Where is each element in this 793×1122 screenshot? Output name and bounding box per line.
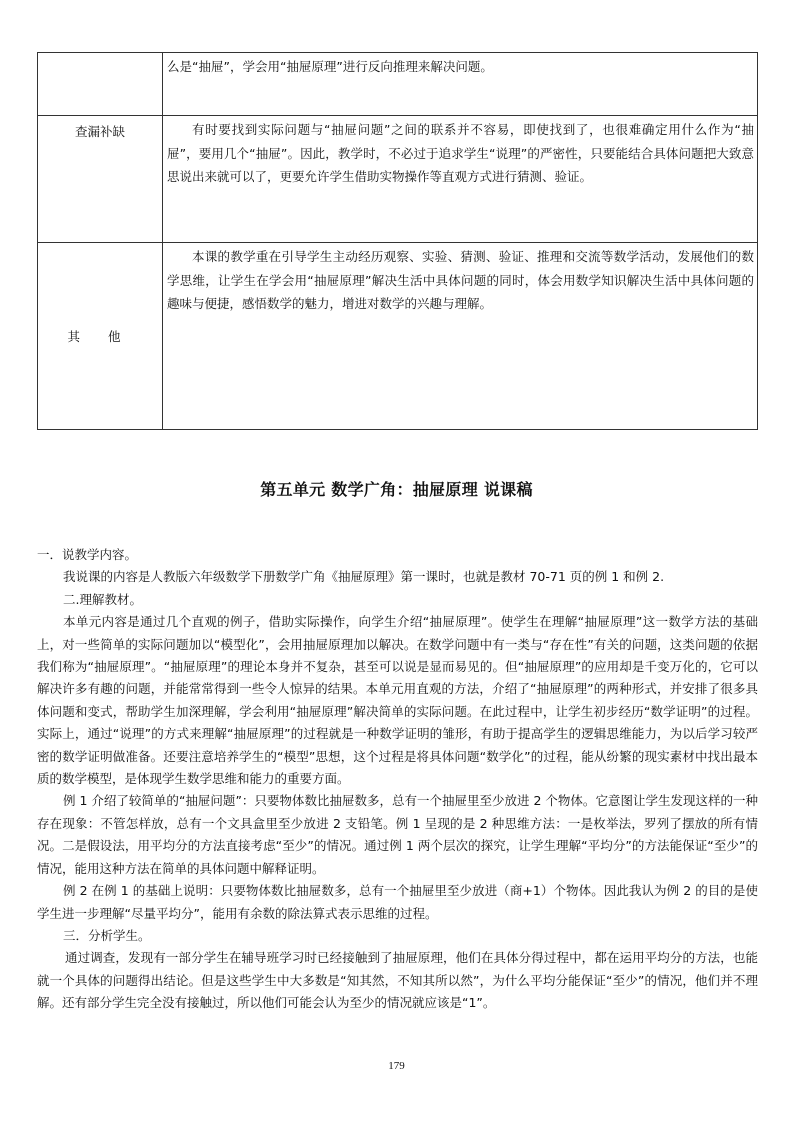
row-content: 本课的教学重在引导学生主动经历观察、实验、猜测、验证、推理和交流等数学活动，发展他们的数学思维，让学生在学会用“抽屉原理”解决生活中具体问题的同时，体会用数学知识解决生活中具体问题的趣味与便捷，感悟数学的魅力，增进对数学的兴趣与理解。	[163, 243, 758, 430]
table-row	[38, 243, 758, 430]
paragraph: 我说课的内容是人教版六年级数学下册数学广角《抽屉原理》第一课时，也就是教材 70-71 页的例 1 和例 2.	[63, 569, 665, 585]
row-label	[38, 53, 163, 116]
table-row	[38, 53, 758, 116]
section-heading: 二.理解教材。	[63, 591, 142, 607]
paragraph: 通过调查，发现有一部分学生在辅导班学习时已经接触到了抽屉原理，他们在具体分得过程中，都在运用平均分的方法，也能就一个具体的问题得出结论。但是这些学生中大多数是“知其然，不知其所以然”，为什么平均分能保证“至少”的情况，他们并不理解。还有部分学生完全没有接触过，所以他们可能会认为至少的情况就应该是“1”。	[37, 950, 758, 1011]
row-label-cha-lou-bu-que: 查漏补缺	[38, 116, 163, 243]
row-content: 有时要找到实际问题与“抽屉问题”之间的联系并不容易，即使找到了，也很难确定用什么作为“抽屉”，要用几个“抽屉”。因此，教学时，不必过于追求学生“说理”的严密性，只要能结合具体问题把大致意思说出来就可以了，更要允许学生借助实物操作等直观方式进行猜测、验证。	[163, 116, 758, 243]
paragraph: 本单元内容是通过几个直观的例子，借助实际操作，向学生介绍“抽屉原理”。使学生在理解“抽屉原理”这一数学方法的基础上，对一些简单的实际问题加以“模型化”，会用抽屉原理加以解决。在数学问题中有一类与“存在性”有关的问题，这类问题的依据我们称为“抽屉原理”。“抽屉原理”的理论本身并不复杂，甚至可以说是显而易见的。但“抽屉原理”的应用却是千变万化的，它可以解决许多有趣的问题，并能常常得到一些令人惊异的结果。本单元用直观的方法，介绍了“抽屉原理”的两种形式，并安排了很多具体问题和变式，帮助学生加深理解，学会利用“抽屉原理”解决简单的实际问题。在此过程中，让学生初步经历“数学证明”的过程。实际上，通过“说理”的方式来理解“抽屉原理”的过程就是一种数学证明的雏形，有助于提高学生的逻辑思维能力，为以后学习较严密的数学证明做准备。还要注意培养学生的“模型”思想，这个过程是将具体问题“数学化”的过程，能从纷繁的现实素材中找出最本质的数学模型，是体现学生数学思维和能力的重要方面。	[37, 614, 758, 787]
paragraph: 例 2 在例 1 的基础上说明：只要物体数比抽屉数多，总有一个抽屉里至少放进（商+1）个物体。因此我认为例 2 的目的是使学生进一步理解“尽量平均分”，能用有余数的除法算式表示思维的过程。	[37, 883, 758, 921]
row-label-qi-ta: 其 他	[38, 243, 163, 430]
section-heading: 一．说教学内容。	[37, 547, 138, 562]
table-row	[38, 116, 758, 243]
document-body	[37, 544, 758, 1015]
page-number: 179	[388, 1060, 405, 1072]
document-title: 第五单元 数学广角：抽屉原理 说课稿	[260, 480, 533, 499]
paragraph: 例 1 介绍了较简单的“抽屉问题”：只要物体数比抽屉数多，总有一个抽屉里至少放进 2 个物体。它意图让学生发现这样的一种存在现象：不管怎样放，总有一个文具盒里至少放进 2 支铅笔。例 1 呈现的是 2 种思维方法：一是枚举法，罗列了摆放的所有情况。二是假设法，用平均分的方法直接考虑“至少”的情况。通过例 1 两个层次的探究，让学生理解“平均分”的方法能保证“至少”的情况，能用这种方法在简单的具体问题中解释证明。	[37, 793, 758, 876]
section-heading: 三．分析学生。	[63, 927, 151, 943]
row-content: 么是“抽屉”，学会用“抽屉原理”进行反向推理来解决问题。	[163, 53, 758, 116]
lesson-evaluation-table	[37, 52, 758, 430]
